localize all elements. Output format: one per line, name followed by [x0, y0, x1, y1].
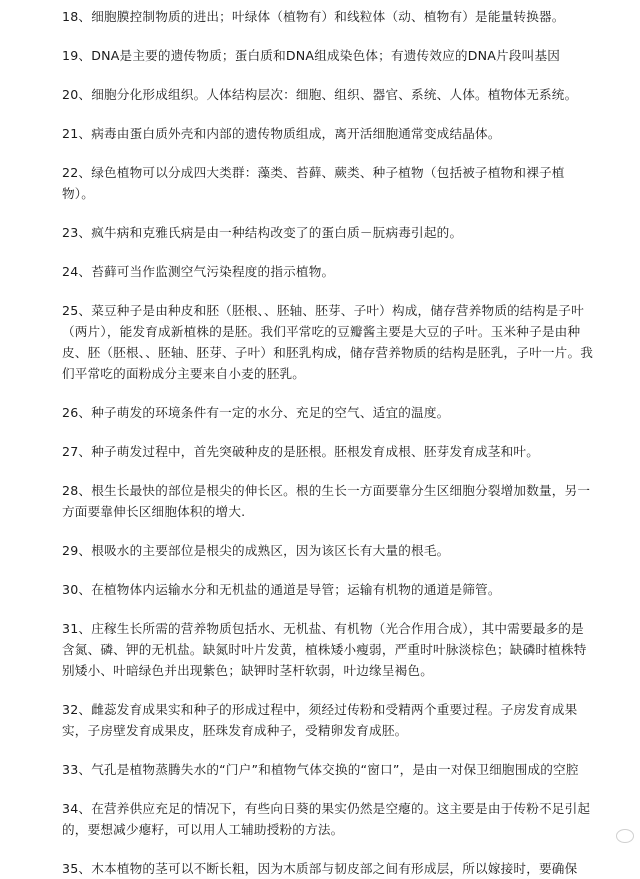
knowledge-point-19: 19、DNA是主要的遗传物质；蛋白质和DNA组成染色体；有遗传效应的DNA片段叫基因 [62, 48, 561, 63]
knowledge-point-31: 31、庄稼生长所需的营养物质包括水、无机盐、有机物（光合作用合成），其中需要最多的是含氮、磷、钾的无机盐。缺氮时叶片发黄，植株矮小瘦弱，严重时叶脉淡棕色；缺磷时植株特别矮小、叶暗绿色并出现紫色；缺钾时茎杆软弱，叶边缘呈褐色。 [62, 621, 587, 678]
watermark [616, 829, 634, 843]
knowledge-point-29: 29、根吸水的主要部位是根尖的成熟区，因为该区长有大量的根毛。 [62, 543, 450, 558]
knowledge-point-23: 23、疯牛病和克雅氏病是由一种结构改变了的蛋白质－朊病毒引起的。 [62, 225, 463, 240]
knowledge-point-26: 26、种子萌发的环境条件有一定的水分、充足的空气、适宜的温度。 [62, 405, 450, 420]
knowledge-point-28: 28、根生长最快的部位是根尖的伸长区。根的生长一方面要靠分生区细胞分裂增加数量，另一方面要靠伸长区细胞体积的增大. [62, 483, 591, 519]
knowledge-point-18: 18、细胞膜控制物质的进出；叶绿体（植物有）和线粒体（动、植物有）是能量转换器。 [62, 9, 565, 24]
knowledge-point-24: 24、苔藓可当作监测空气污染程度的指示植物。 [62, 264, 335, 279]
knowledge-point-35: 35、木本植物的茎可以不断长粗，因为木质部与韧皮部之间有形成层，所以嫁接时，要确保 [62, 861, 578, 876]
knowledge-point-25: 25、菜豆种子是由种皮和胚（胚根、、胚轴、胚芽、子叶）构成，储存营养物质的结构是子叶（两片），能发育成新植株的是胚。我们平常吃的豆瓣酱主要是大豆的子叶。玉米种子是由种皮、胚（胚根、、胚轴、胚芽、子叶）和胚乳构成，储存营养物质的结构是胚乳，子叶一片。我们平常吃的面粉成分主要来自小麦的胚乳。 [62, 303, 594, 381]
knowledge-point-22: 22、绿色植物可以分成四大类群：藻类、苔藓、蕨类、种子植物（包括被子植物和裸子植物）。 [62, 165, 565, 201]
knowledge-point-27: 27、种子萌发过程中，首先突破种皮的是胚根。胚根发育成根、胚芽发育成茎和叶。 [62, 444, 539, 459]
knowledge-point-34: 34、在营养供应充足的情况下，有些向日葵的果实仍然是空瘪的。这主要是由于传粉不足引起的，要想减少瘪籽，可以用人工辅助授粉的方法。 [62, 801, 591, 837]
knowledge-point-30: 30、在植物体内运输水分和无机盐的通道是导管；运输有机物的通道是筛管。 [62, 582, 501, 597]
knowledge-point-33: 33、气孔是植物蒸腾失水的“门户”和植物气体交换的“窗口”，是由一对保卫细胞围成的空腔 [62, 762, 579, 777]
knowledge-point-32: 32、雌蕊发育成果实和种子的形成过程中，须经过传粉和受精两个重要过程。子房发育成果实，子房壁发育成果皮，胚珠发育成种子，受精卵发育成胚。 [62, 702, 578, 738]
knowledge-point-21: 21、病毒由蛋白质外壳和内部的遗传物质组成，离开活细胞通常变成结晶体。 [62, 126, 501, 141]
watermark-logo-icon [616, 829, 634, 843]
knowledge-point-20: 20、细胞分化形成组织。人体结构层次：细胞、组织、器官、系统、人体。植物体无系统。 [62, 87, 578, 102]
